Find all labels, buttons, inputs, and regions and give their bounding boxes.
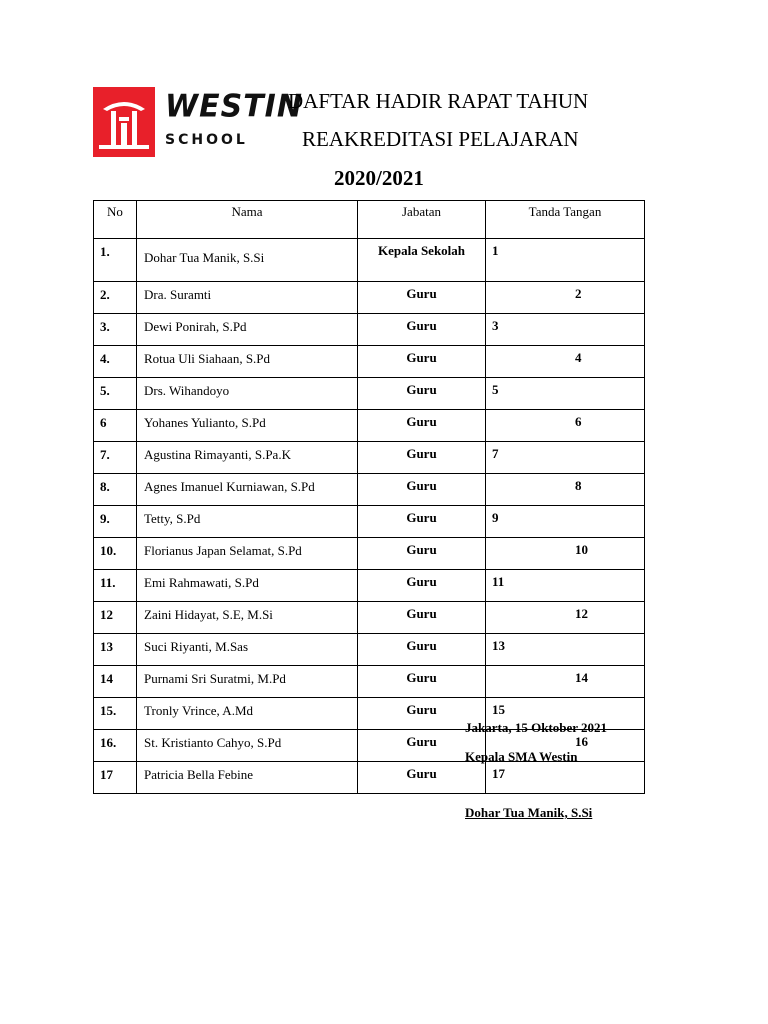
row-signature-cell: [486, 282, 645, 314]
row-jabatan: Guru: [358, 698, 486, 730]
row-number: 15.: [94, 698, 137, 730]
row-number: 13: [94, 634, 137, 666]
logo-westin-text: WESTIN: [165, 88, 303, 125]
row-name: Yohanes Yulianto, S.Pd: [137, 410, 358, 442]
row-name: Rotua Uli Siahaan, S.Pd: [137, 346, 358, 378]
row-signature-cell: [486, 570, 645, 602]
table-header-row: [94, 201, 645, 239]
row-number: 9.: [94, 506, 137, 538]
row-signature-number: 16: [575, 734, 588, 749]
row-jabatan: Guru: [358, 378, 486, 410]
row-name: Tronly Vrince, A.Md: [137, 698, 358, 730]
row-signature-number: 15: [492, 702, 505, 717]
row-jabatan: Guru: [358, 538, 486, 570]
row-signature-number: 11: [492, 574, 505, 589]
row-name: Florianus Japan Selamat, S.Pd: [137, 538, 358, 570]
row-name: Suci Riyanti, M.Sas: [137, 634, 358, 666]
row-name: St. Kristianto Cahyo, S.Pd: [137, 730, 358, 762]
school-logo-wordmark: [165, 89, 303, 149]
row-number: 17: [94, 762, 137, 794]
row-signature-number: 1: [492, 243, 499, 258]
row-signature-cell: [486, 506, 645, 538]
row-number: 8.: [94, 474, 137, 506]
row-jabatan: Guru: [358, 506, 486, 538]
row-number: 10.: [94, 538, 137, 570]
table-row: [94, 378, 645, 410]
row-signature-cell: [486, 538, 645, 570]
signer-name: Dohar Tua Manik, S.Si: [465, 805, 593, 820]
row-name: Zaini Hidayat, S.E, M.Si: [137, 602, 358, 634]
row-jabatan: Guru: [358, 282, 486, 314]
row-number: 3.: [94, 314, 137, 346]
row-number: 14: [94, 666, 137, 698]
row-name: Purnami Sri Suratmi, M.Pd: [137, 666, 358, 698]
table-row: [94, 538, 645, 570]
row-jabatan: Guru: [358, 346, 486, 378]
row-jabatan: Guru: [358, 314, 486, 346]
row-signature-cell: [486, 442, 645, 474]
row-signature-number: 7: [492, 446, 499, 461]
header-jabatan: Jabatan: [358, 201, 486, 239]
attendance-table: [93, 200, 645, 794]
row-name: Drs. Wihandoyo: [137, 378, 358, 410]
row-signature-number: 3: [492, 318, 499, 333]
row-signature-number: 17: [492, 766, 505, 781]
table-row: [94, 346, 645, 378]
table-row: [94, 762, 645, 794]
row-name: Agustina Rimayanti, S.Pa.K: [137, 442, 358, 474]
row-jabatan: Guru: [358, 474, 486, 506]
row-jabatan: Guru: [358, 666, 486, 698]
row-number: 2.: [94, 282, 137, 314]
header-tanda-tangan: Tanda Tangan: [486, 201, 645, 239]
signer-position: Kepala SMA Westin: [465, 749, 578, 764]
row-jabatan: Guru: [358, 570, 486, 602]
row-signature-cell: [486, 314, 645, 346]
table-row: [94, 666, 645, 698]
row-name: Tetty, S.Pd: [137, 506, 358, 538]
table-row: [94, 282, 645, 314]
row-jabatan: Guru: [358, 634, 486, 666]
row-jabatan: Guru: [358, 442, 486, 474]
header-no: No: [94, 201, 137, 239]
logo-school-text: SCHOOL: [165, 132, 248, 148]
row-jabatan: Kepala Sekolah: [358, 239, 486, 282]
row-signature-number: 5: [492, 382, 499, 397]
table-row: [94, 314, 645, 346]
row-name: Patricia Bella Febine: [137, 762, 358, 794]
table-row: [94, 602, 645, 634]
row-name: Dewi Ponirah, S.Pd: [137, 314, 358, 346]
row-signature-cell: [486, 634, 645, 666]
row-signature-number: 4: [575, 350, 582, 365]
row-number: 6: [94, 410, 137, 442]
row-signature-number: 6: [575, 414, 582, 429]
row-number: 16.: [94, 730, 137, 762]
row-signature-number: 9: [492, 510, 499, 525]
place-date: Jakarta, 15 Oktober 2021: [465, 720, 608, 735]
row-signature-number: 8: [575, 478, 582, 493]
row-number: 11.: [94, 570, 137, 602]
title-line-3: 2020/2021: [334, 166, 424, 190]
row-jabatan: Guru: [358, 730, 486, 762]
table-row: [94, 410, 645, 442]
row-jabatan: Guru: [358, 602, 486, 634]
row-signature-cell: [486, 239, 645, 282]
title-line-1: DAFTAR HADIR RAPAT TAHUN: [288, 89, 589, 113]
row-name: Dra. Suramti: [137, 282, 358, 314]
row-number: 12: [94, 602, 137, 634]
row-signature-number: 10: [575, 542, 588, 557]
row-signature-cell: [486, 474, 645, 506]
header-nama: Nama: [137, 201, 358, 239]
row-signature-number: 2: [575, 286, 582, 301]
table-row: [94, 239, 645, 282]
row-name: Emi Rahmawati, S.Pd: [137, 570, 358, 602]
row-signature-number: 13: [492, 638, 505, 653]
table-row: [94, 570, 645, 602]
row-number: 4.: [94, 346, 137, 378]
row-signature-cell: [486, 410, 645, 442]
table-row: [94, 474, 645, 506]
row-signature-cell: [486, 346, 645, 378]
school-logo: [93, 87, 303, 157]
row-number: 5.: [94, 378, 137, 410]
row-signature-cell: [486, 762, 645, 794]
row-name: Agnes Imanuel Kurniawan, S.Pd: [137, 474, 358, 506]
row-jabatan: Guru: [358, 410, 486, 442]
row-signature-cell: [486, 602, 645, 634]
table-row: [94, 442, 645, 474]
row-signature-cell: [486, 378, 645, 410]
row-number: 1.: [94, 239, 137, 282]
row-jabatan: Guru: [358, 762, 486, 794]
table-row: [94, 506, 645, 538]
title-line-2: REAKREDITASI PELAJARAN: [302, 127, 579, 151]
table-row: [94, 634, 645, 666]
row-signature-number: 12: [575, 606, 588, 621]
row-name: Dohar Tua Manik, S.Si: [137, 239, 358, 282]
row-signature-number: 14: [575, 670, 588, 685]
row-number: 7.: [94, 442, 137, 474]
school-logo-mark-icon: [93, 87, 155, 157]
row-signature-cell: [486, 666, 645, 698]
